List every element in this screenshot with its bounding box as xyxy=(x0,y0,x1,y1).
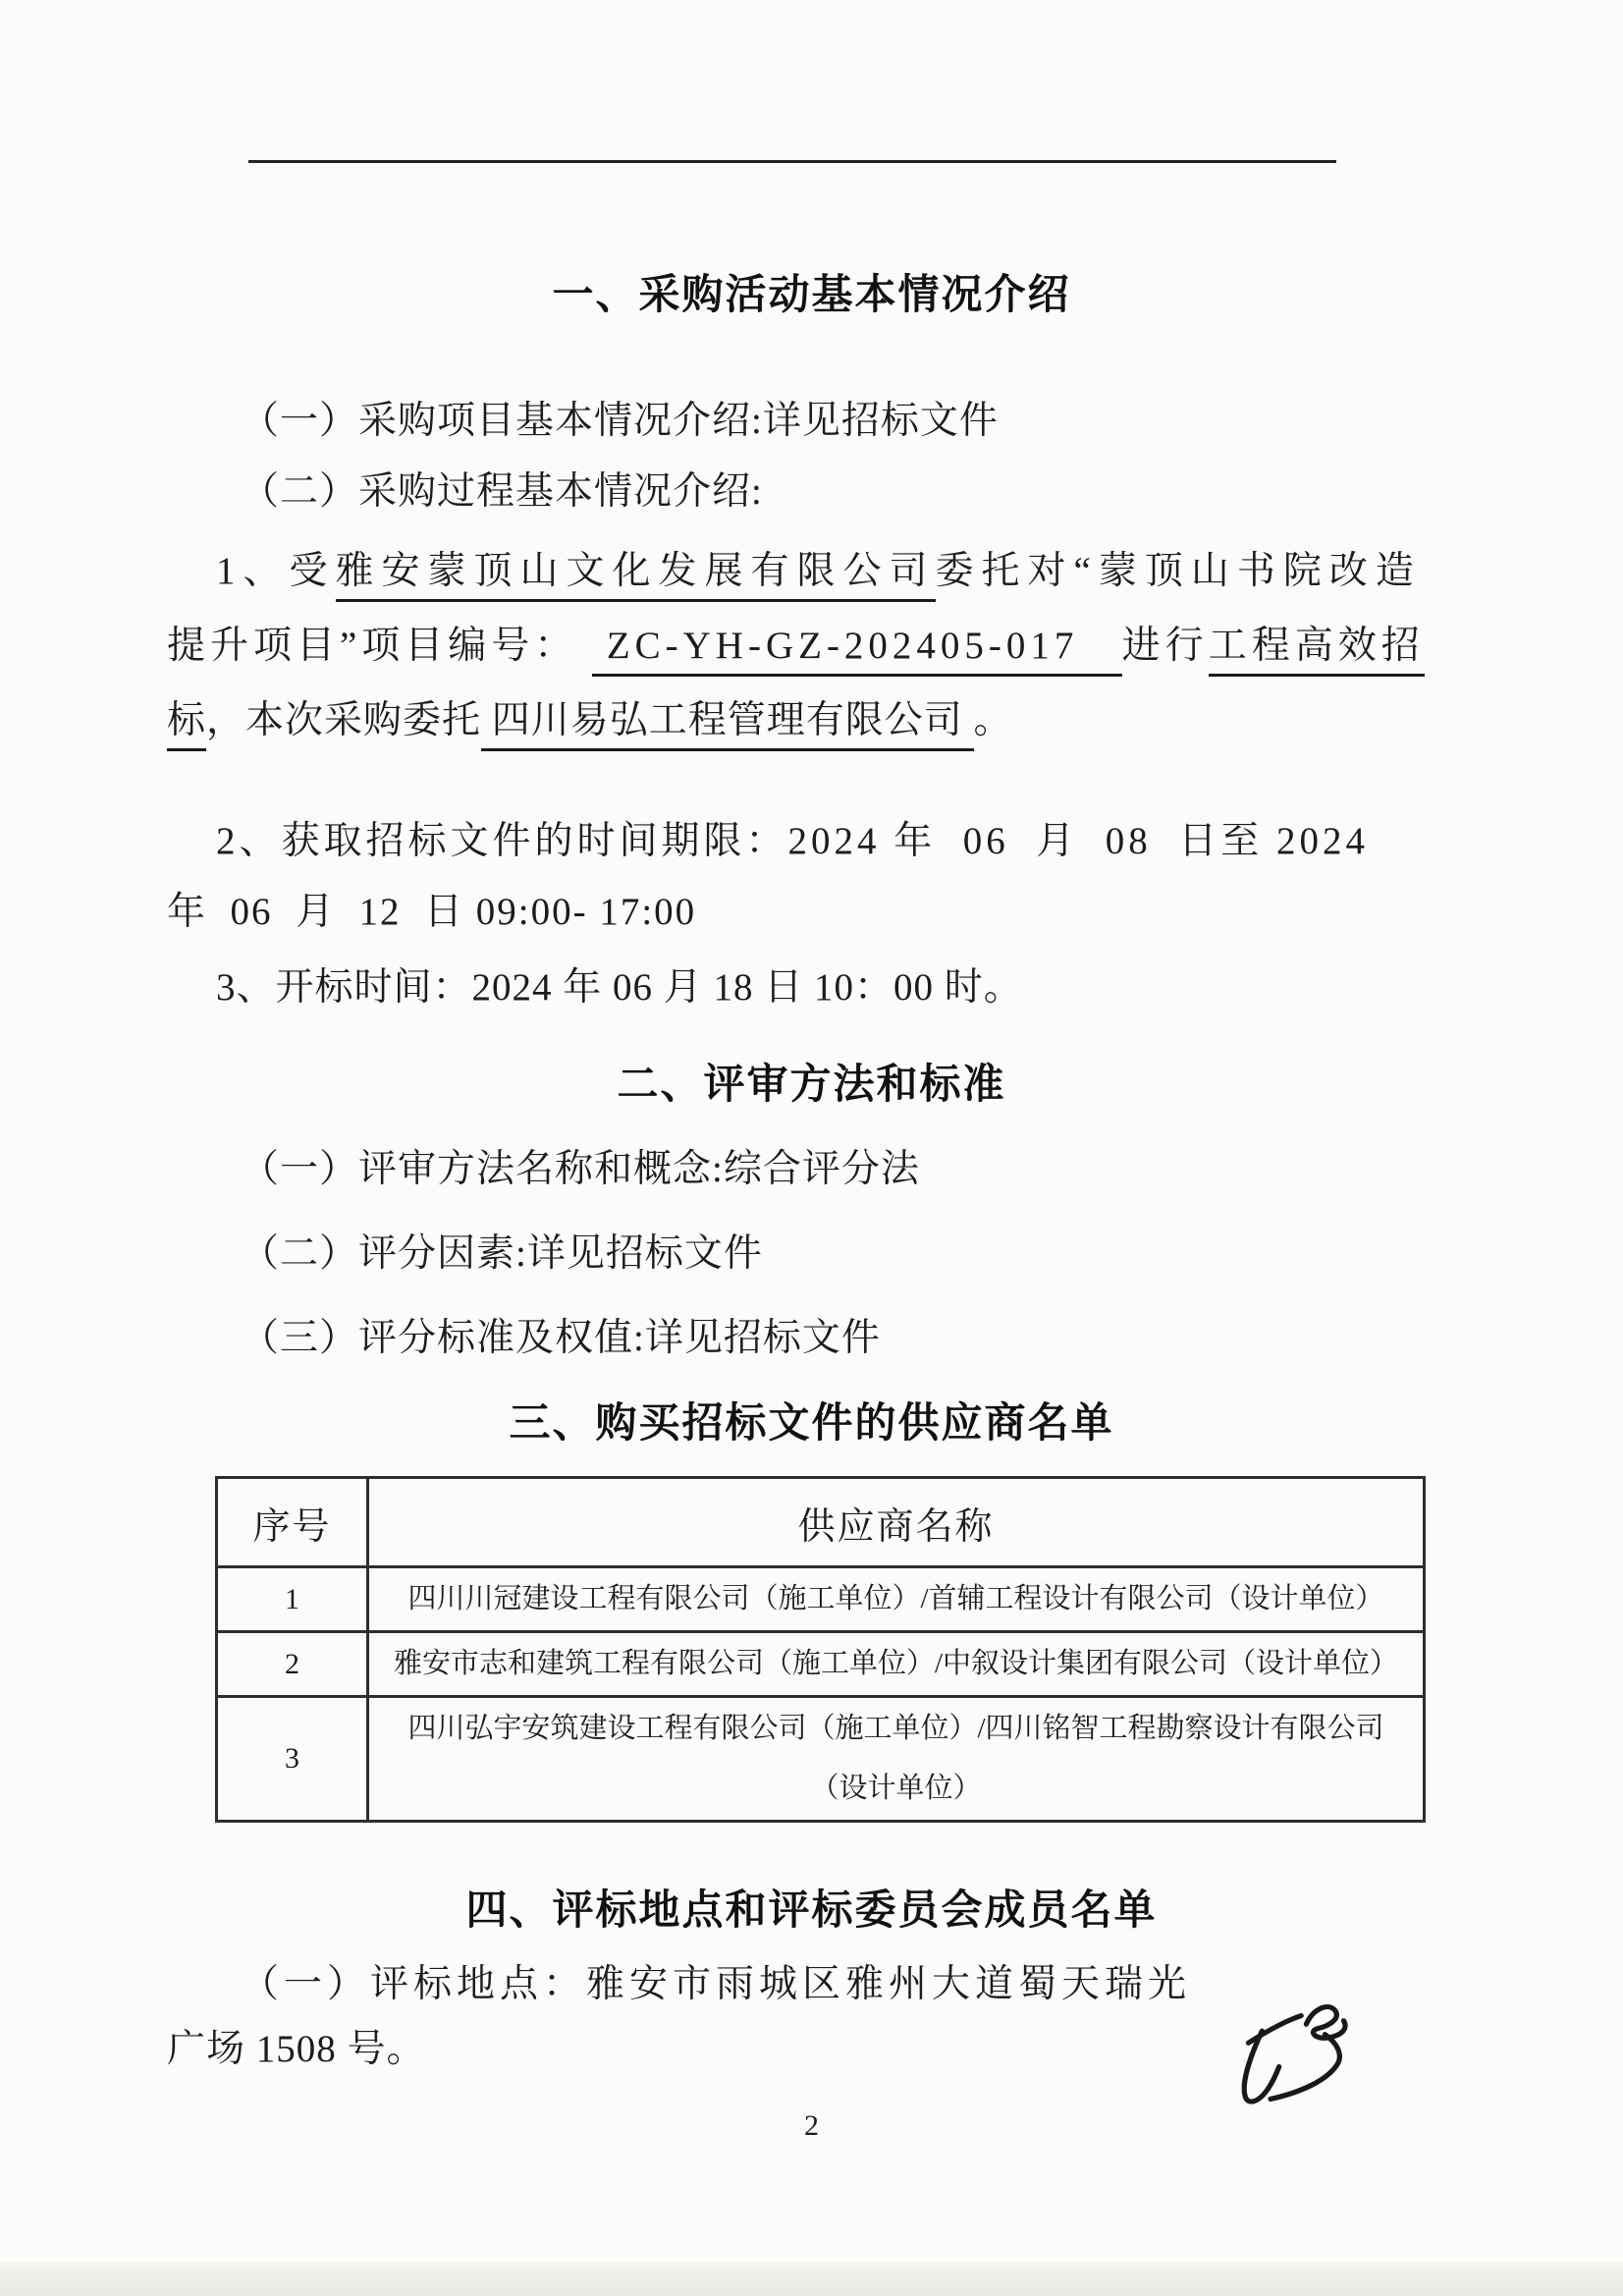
table-header-row xyxy=(217,1478,1425,1567)
section-1-item-1: （一）采购项目基本情况介绍:详见招标文件 xyxy=(241,400,999,442)
paragraph-1-text: 进行 xyxy=(1121,625,1209,667)
section-1-heading: 一、采购活动基本情况介绍 xyxy=(552,271,1071,317)
paragraph-2-line-1: 2、获取招标文件的时间期限：2024 年 06 月 08 日至 2024 xyxy=(216,820,1370,862)
column-header-supplier-name: 供应商名称 xyxy=(368,1478,1425,1567)
section-4-item-1-line-1: （一）评标地点：雅安市雨城区雅州大道蜀天瑞光 xyxy=(241,1963,1192,2005)
supplier-name-cell: 四川弘宇安筑建设工程有限公司（施工单位）/四川铭智工程勘察设计有限公司（设计单位） xyxy=(368,1697,1425,1822)
column-header-no: 序号 xyxy=(217,1478,368,1567)
paragraph-1-line-2 xyxy=(167,622,1466,670)
paragraph-1-line-3 xyxy=(167,696,1466,744)
section-2-item-3: （三）评分标准及权值:详见招标文件 xyxy=(241,1317,881,1359)
underlined-bidding-method-cont: 标 xyxy=(167,699,206,751)
paragraph-2-line-2: 年 06 月 12 日 09:00- 17:00 xyxy=(167,891,697,933)
section-2-heading: 二、评审方法和标准 xyxy=(617,1061,1006,1107)
handwritten-signature xyxy=(1219,1992,1373,2123)
row-number: 3 xyxy=(217,1697,368,1822)
paragraph-3: 3、开标时间：2024 年 06 月 18 日 10：00 时。 xyxy=(216,966,1023,1009)
paragraph-1-text: 委托对“蒙顶山书院改造 xyxy=(935,550,1422,592)
paragraph-1-text: 提升项目”项目编号： xyxy=(167,625,593,667)
section-4-heading: 四、评标地点和评标委员会成员名单 xyxy=(465,1886,1158,1933)
paragraph-1-text: 1、受 xyxy=(216,550,336,592)
page-number: 2 xyxy=(804,2109,819,2142)
section-1-item-2: （二）采购过程基本情况介绍: xyxy=(241,470,763,513)
section-4-item-1-line-2: 广场 1508 号。 xyxy=(167,2028,426,2070)
underlined-entrusting-company: 雅安蒙顶山文化发展有限公司 xyxy=(336,550,936,602)
header-rule xyxy=(248,160,1336,163)
underlined-project-number: ZC-YH-GZ-202405-017 xyxy=(592,625,1122,677)
section-2-item-2: （二）评分因素:详见招标文件 xyxy=(241,1232,763,1275)
underlined-agency-company: 四川易弘工程管理有限公司 xyxy=(481,699,974,751)
suppliers-table xyxy=(215,1476,1426,1823)
paragraph-1-text: ，本次采购委托 xyxy=(206,699,482,741)
signature-stroke xyxy=(1248,2016,1301,2044)
supplier-name-cell: 四川川冠建设工程有限公司（施工单位）/首辅工程设计有限公司（设计单位） xyxy=(368,1567,1425,1632)
table-row xyxy=(217,1632,1425,1697)
paragraph-1-line-1 xyxy=(167,547,1466,595)
paragraph-1-text: 。 xyxy=(973,699,1013,741)
underlined-bidding-method: 工程高效招 xyxy=(1209,625,1425,677)
supplier-name-cell: 雅安市志和建筑工程有限公司（施工单位）/中叙设计集团有限公司（设计单位） xyxy=(368,1632,1425,1697)
table-row xyxy=(217,1567,1425,1632)
section-3-heading: 三、购买招标文件的供应商名单 xyxy=(509,1399,1114,1446)
table-row xyxy=(217,1697,1425,1822)
section-2-item-1: （一）评审方法名称和概念:综合评分法 xyxy=(241,1148,920,1190)
row-number: 1 xyxy=(217,1567,368,1632)
row-number: 2 xyxy=(217,1632,368,1697)
scan-bottom-edge xyxy=(0,2263,1623,2296)
